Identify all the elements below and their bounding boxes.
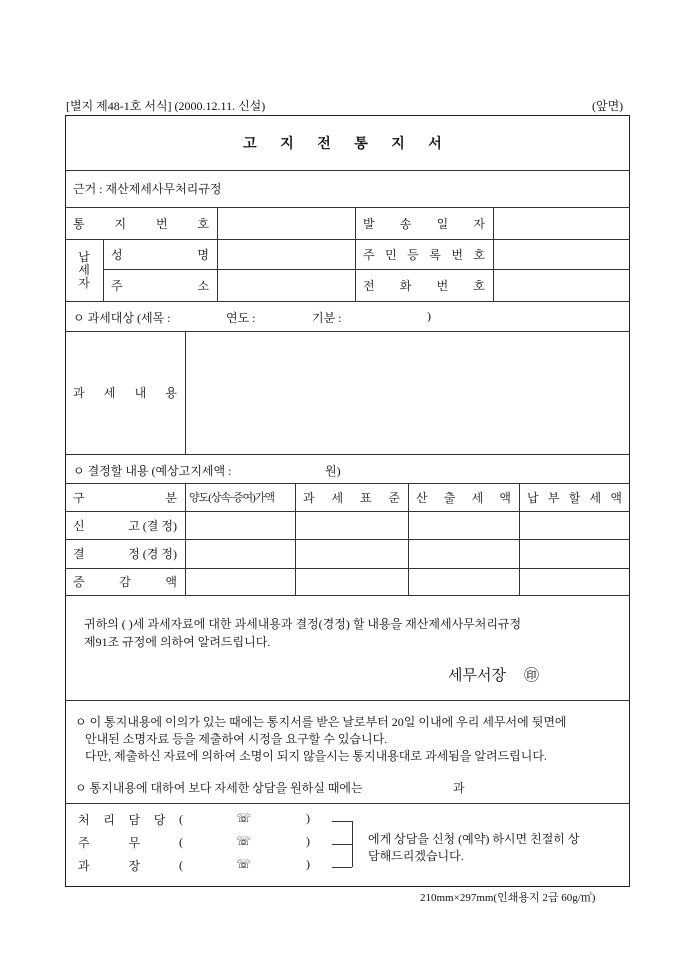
- name-label: 성 명: [111, 247, 209, 262]
- form-number: [별지 제48-1호 서식] (2000.12.11. 신설): [66, 99, 266, 113]
- page-side: (앞면): [592, 99, 624, 113]
- address-label: 주 소: [111, 278, 209, 293]
- tax-target-label: ㅇ 과세대상 (세목 :: [73, 311, 171, 325]
- notice-line-1: 귀하의 ( )세 과세자료에 대한 과세내용과 결정(경정) 할 내용을 재산제세사무처리규정: [84, 617, 522, 631]
- guide-paragraph-1-line-3: 다만, 제출하신 자료에 의하여 소명이 되지 않을시는 통지내용대로 과세됨을 알려드립니다.: [85, 749, 547, 763]
- table-header-category: 구 분: [73, 490, 177, 505]
- contact-close: ): [306, 834, 310, 848]
- name-field[interactable]: [217, 239, 355, 269]
- paper-spec: 210mm×297mm(인쇄용지 2급 60g/㎡): [420, 892, 596, 904]
- guide-department-suffix: 과: [453, 781, 465, 795]
- table-row-difference: 증 감 액: [73, 575, 177, 589]
- table-header-transfer-value: 양도(상속·증여)가액: [189, 492, 274, 504]
- tax-target-period: 기분 :: [312, 311, 342, 325]
- contact-manager-label: 주 무 (: [78, 834, 183, 850]
- signer: 세무서장: [448, 668, 506, 684]
- address-field[interactable]: [217, 269, 355, 301]
- notice-line-2: 제91조 규정에 의하여 알려드립니다.: [84, 635, 271, 649]
- tax-target-year: 연도 :: [226, 311, 256, 325]
- resident-number-label: 주 민 등 록 번 호: [363, 247, 485, 262]
- table-row-decision: 결 정 (경 정): [73, 547, 177, 561]
- send-date-label: 발 송 일 자: [363, 216, 485, 231]
- phone-label: 전 화 번 호: [363, 278, 485, 293]
- resident-number-field[interactable]: [493, 239, 630, 269]
- guide-paragraph-1-line-1: ㅇ 이 통지내용에 이의가 있는 때에는 통지서를 받은 날로부터 20일 이내에 우리 세무서에 뒷면에: [75, 715, 567, 729]
- notice-number-label: 통 지 번 호: [73, 216, 209, 231]
- table-header-payable-tax: 납 부 할 세 액: [527, 490, 622, 505]
- tax-target-close: ): [427, 309, 431, 323]
- phone-field[interactable]: [493, 269, 630, 301]
- decision-label: ㅇ 결정할 내용 (예상고지세액 :: [73, 464, 232, 478]
- basis: 근거 : 재산제세사무처리규정: [73, 182, 222, 196]
- table-row-report: 신 고 (결 정): [73, 518, 177, 533]
- bracket: [352, 821, 353, 867]
- contact-close: ): [306, 857, 310, 871]
- contact-message-line-1: 에게 상담을 신청 (예약) 하시면 친절히 상: [368, 832, 580, 846]
- phone-icon: ☏: [236, 811, 252, 825]
- taxpayer-label: 납 세 자: [78, 249, 90, 290]
- decision-unit: 원): [325, 464, 341, 478]
- contact-chief-label: 과 장 (: [78, 857, 183, 873]
- tax-content-label: 과 세 내 용: [73, 386, 177, 400]
- table-header-calculated-tax: 산 출 세 액: [416, 490, 511, 505]
- contact-close: ): [306, 811, 310, 825]
- seal-icon: ㊞: [524, 668, 540, 684]
- phone-icon: ☏: [236, 857, 252, 871]
- tax-content-field[interactable]: [185, 331, 630, 454]
- notice-number-field[interactable]: [217, 207, 355, 239]
- phone-icon: ☏: [236, 834, 252, 848]
- table-header-tax-base: 과 세 표 준: [303, 490, 400, 505]
- guide-paragraph-2: ㅇ 통지내용에 대하여 보다 자세한 상담을 원하실 때에는: [75, 781, 363, 795]
- send-date-field[interactable]: [493, 207, 630, 239]
- contact-handler-label: 처 리 담 당 (: [78, 811, 183, 827]
- form-title: 고 지 전 통 지 서: [243, 136, 452, 152]
- contact-message-line-2: 담해드리겠습니다.: [368, 849, 464, 863]
- guide-paragraph-1-line-2: 안내된 소명자료 등을 제출하여 시정을 요구할 수 있습니다.: [85, 732, 388, 746]
